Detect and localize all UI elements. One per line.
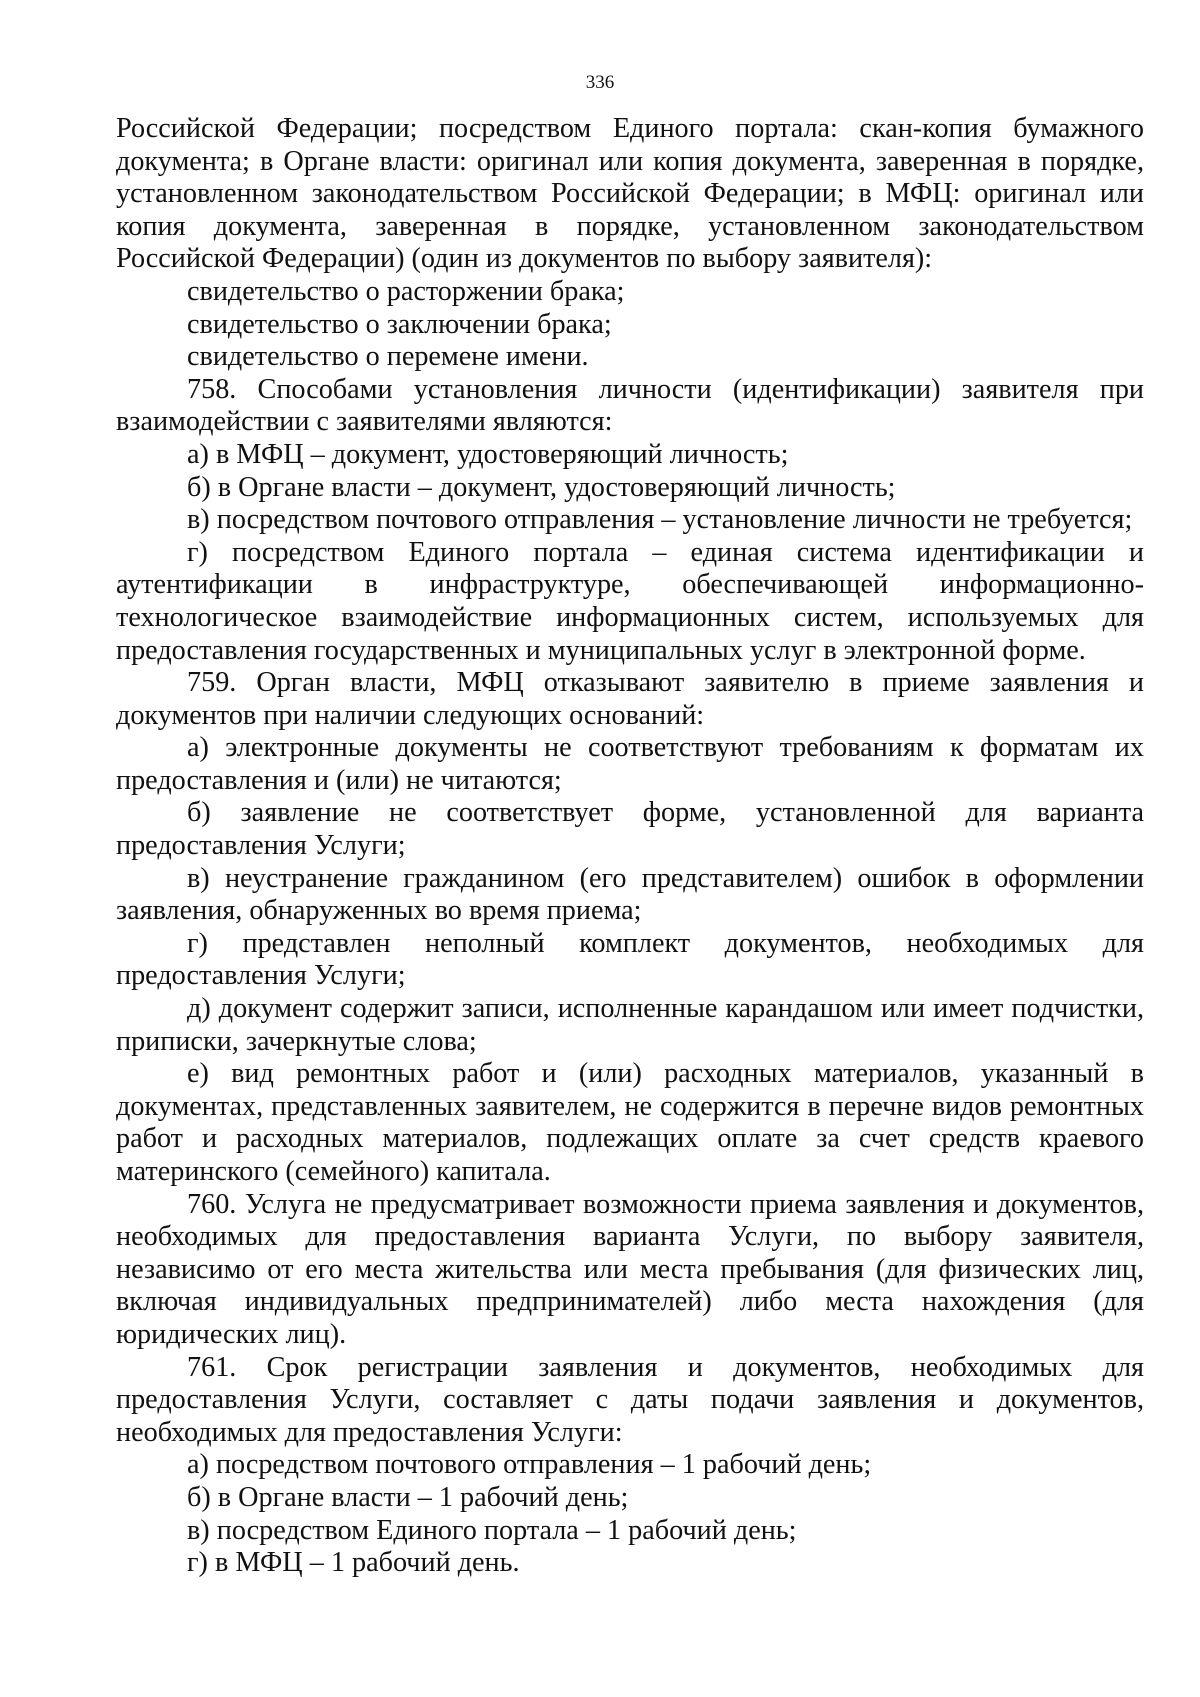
paragraph: г) в МФЦ – 1 рабочий день. (187, 1547, 520, 1579)
paragraph: 759. Орган власти, МФЦ отказывают заявителю в приеме заявления и документов при наличии следующих оснований: (116, 667, 1144, 731)
paragraph: в) посредством Единого портала – 1 рабочий день; (187, 1514, 797, 1546)
paragraph: свидетельство о перемене имени. (187, 341, 589, 373)
paragraph: 761. Срок регистрации заявления и документов, необходимых для предоставления Услуги, составляет с даты подачи заявления и документов, необходимых для предоставления Услуги: (116, 1351, 1144, 1448)
paragraph: в) посредством почтового отправления – установление личности не требуется; (187, 504, 1133, 536)
paragraph: е) вид ремонтных работ и (или) расходных материалов, указанный в документах, представленных заявителем, не содержится в перечне видов ремонтных работ и расходных материалов, подлежащих оплате за счет средств краевого материнского (семейного) капитала. (116, 1058, 1144, 1187)
paragraph: а) в МФЦ – документ, удостоверяющий личность; (187, 438, 789, 470)
paragraph: 758. Способами установления личности (идентификации) заявителя при взаимодействии с заявителями являются: (116, 373, 1144, 438)
paragraph: свидетельство о заключении брака; (187, 308, 612, 340)
page-number: 336 (585, 72, 615, 93)
paragraph: б) заявление не соответствует форме, установленной для варианта предоставления Услуги; (116, 797, 1144, 862)
paragraph: в) неустранение гражданином (его представителем) ошибок в оформлении заявления, обнаруженных во время приема; (116, 862, 1144, 927)
paragraph: д) документ содержит записи, исполненные карандашом или имеет подчистки, приписки, зачеркнутые слова; (116, 993, 1144, 1057)
paragraph: а) посредством почтового отправления – 1 рабочий день; (187, 1449, 872, 1481)
paragraph: свидетельство о расторжении брака; (187, 275, 625, 307)
document-body (116, 113, 1144, 1580)
paragraph: Российской Федерации; посредством Единого портала: скан-копия бумажного документа; в Органе власти: оригинал или копия документа, заверенная в порядке, установленном законодательством Российской Федерации; в МФЦ: оригинал или копия документа, заверенная в порядке, установленном законодательством Российской Федерации) (один из документов по выбору заявителя): (116, 113, 1144, 275)
paragraph: г) посредством Единого портала – единая система идентификации и аутентификации в инфраструктуре, обеспечивающей информационно-технологическое взаимодействие информационных систем, используемых для предоставления государственных и муниципальных услуг в электронной форме. (116, 536, 1144, 666)
paragraph: 760. Услуга не предусматривает возможности приема заявления и документов, необходимых для предоставления варианта Услуги, по выбору заявителя, независимо от его места жительства или места пребывания (для физических лиц, включая индивидуальных предпринимателей) либо места нахождения (для юридических лиц). (116, 1188, 1144, 1350)
paragraph: б) в Органе власти – 1 рабочий день; (187, 1481, 629, 1513)
paragraph: а) электронные документы не соответствуют требованиям к форматам их предоставления и (или) не читаются; (116, 732, 1144, 796)
paragraph: г) представлен неполный комплект документов, необходимых для предоставления Услуги; (116, 927, 1144, 992)
paragraph: б) в Органе власти – документ, удостоверяющий личность; (187, 471, 896, 503)
